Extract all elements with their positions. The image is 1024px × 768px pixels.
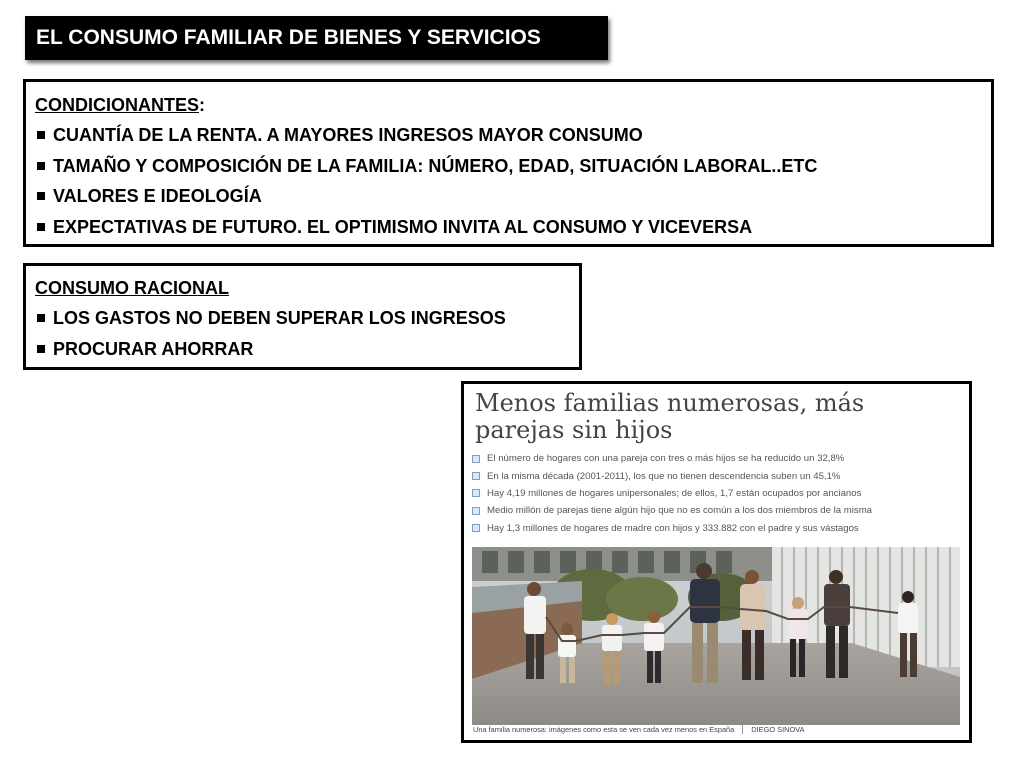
family-photo bbox=[472, 547, 960, 725]
list-item bbox=[35, 181, 991, 212]
clipping-headline bbox=[475, 390, 965, 444]
fact-item bbox=[472, 520, 964, 537]
condicionantes-heading-text: CONDICIONANTES bbox=[35, 95, 200, 115]
clipping-facts bbox=[472, 450, 964, 537]
list-item-text: TAMAÑO Y COMPOSICIÓN DE LA FAMILIA: NÚMERO, EDAD, SITUACIÓN LABORAL..ETC bbox=[53, 155, 818, 176]
square-bullet-icon bbox=[37, 345, 45, 353]
list-item bbox=[35, 151, 991, 182]
slide-title: EL CONSUMO FAMILIAR DE BIENES Y SERVICIOS bbox=[25, 16, 608, 60]
consumo-racional-list bbox=[35, 303, 579, 364]
caption-text: Una familia numerosa: imágenes como esta se ven cada vez menos en España bbox=[473, 725, 735, 734]
condicionantes-box bbox=[23, 79, 994, 247]
fact-item bbox=[472, 485, 964, 502]
fact-text: El número de hogares con una pareja con tres o más hijos se ha reducido un 32,8% bbox=[487, 453, 845, 465]
list-item-text: CUANTÍA DE LA RENTA. A MAYORES INGRESOS MAYOR CONSUMO bbox=[53, 125, 643, 145]
consumo-racional-heading: CONSUMO RACIONAL bbox=[35, 278, 229, 298]
square-bullet-icon bbox=[472, 489, 480, 497]
fact-text: En la misma década (2001-2011), los que no tienen descendencia suben un 45,1% bbox=[487, 470, 841, 482]
condicionantes-list bbox=[35, 120, 991, 242]
fact-item bbox=[472, 502, 964, 519]
list-item bbox=[35, 120, 991, 151]
photo-caption bbox=[473, 725, 965, 734]
headline-line-1: Menos familias numerosas, más bbox=[475, 389, 865, 417]
fact-text: Hay 1,3 millones de hogares de madre con hijos y 333.882 con el padre y sus vástagos bbox=[487, 522, 859, 534]
photo-credit: DIEGO SINOVA bbox=[742, 725, 804, 734]
square-bullet-icon bbox=[37, 314, 45, 322]
fact-text: Medio millón de parejas tiene algún hijo que no es común a los dos miembros de la misma bbox=[487, 505, 873, 517]
square-bullet-icon bbox=[37, 131, 45, 139]
square-bullet-icon bbox=[37, 223, 45, 231]
fact-item bbox=[472, 467, 964, 484]
square-bullet-icon bbox=[37, 162, 45, 170]
square-bullet-icon bbox=[472, 455, 480, 463]
condicionantes-heading-colon: : bbox=[199, 95, 206, 115]
list-item-text: LOS GASTOS NO DEBEN SUPERAR LOS INGRESOS bbox=[53, 308, 506, 328]
consumo-racional-box bbox=[23, 263, 582, 370]
square-bullet-icon bbox=[472, 507, 480, 515]
list-item bbox=[35, 212, 991, 243]
square-bullet-icon bbox=[37, 192, 45, 200]
list-item-text: VALORES E IDEOLOGÍA bbox=[53, 186, 262, 206]
fact-item bbox=[472, 450, 964, 467]
list-item-text: PROCURAR AHORRAR bbox=[53, 338, 254, 359]
headline-line-2: parejas sin hijos bbox=[475, 416, 673, 444]
square-bullet-icon bbox=[472, 524, 480, 532]
fact-text: Hay 4,19 millones de hogares unipersonales; de ellos, 1,7 están ocupados por ancianos bbox=[487, 487, 862, 499]
news-clipping bbox=[461, 381, 972, 743]
list-item bbox=[35, 334, 579, 365]
condicionantes-heading bbox=[35, 90, 991, 120]
list-item-text: EXPECTATIVAS DE FUTURO. EL OPTIMISMO INVITA AL CONSUMO Y VICEVERSA bbox=[53, 216, 753, 237]
list-item bbox=[35, 303, 579, 334]
square-bullet-icon bbox=[472, 472, 480, 480]
